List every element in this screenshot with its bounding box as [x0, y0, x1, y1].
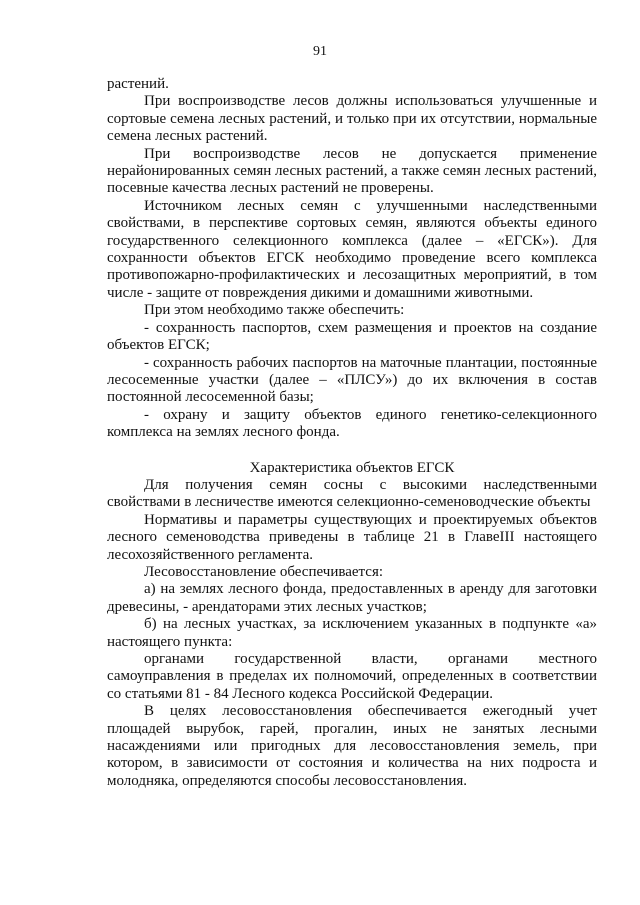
document-body	[107, 76, 597, 790]
paragraph-also-ensure: При этом необходимо также обеспечить:	[144, 302, 405, 319]
paragraph-pine-seeds: Для получения семян сосны с высокими наследственными свойствами в лесничестве имеются селекционно-семеноводческие объекты	[107, 476, 597, 511]
paragraph-annual-accounting: В целях лесовосстановления обеспечивается ежегодный учет площадей вырубок, гарей, прогалин, иных не занятых лесными насаждениями или пригодных для лесовосстановления земель, при котором, в зависимости от состояния и количества на них подроста и молодняка, определяются способы лесовосстановления.	[107, 703, 597, 789]
page-number: 91	[313, 44, 327, 59]
paragraph-reforestation-ensured: Лесовосстановление обеспечивается:	[144, 563, 384, 580]
list-item-a: а) на землях лесного фонда, предоставленных в аренду для заготовки древесины, - арендаторами этих лесных участков;	[107, 581, 597, 615]
paragraph-seeds-prohibition: При воспроизводстве лесов не допускается применение нерайонированных семян лесных растений, а также семян лесных растений, посевные качества лесных растений не проверены.	[107, 145, 597, 197]
paragraph-seeds-quality: При воспроизводстве лесов должны использоваться улучшенные и сортовые семена лесных растений, и только при их отсутствии, нормальные семена лесных растений.	[107, 93, 597, 145]
paragraph-norms: Нормативы и параметры существующих и проектируемых объектов лесного семеноводства приведены в таблице 21 в ГлавеIII настоящего лесохозяйственного регламента.	[107, 511, 597, 563]
paragraph-authorities: органами государственной власти, органами местного самоуправления в пределах их полномочий, определенных в соответствии со статьями 81 - 84 Лесного кодекса Российской Федерации.	[107, 651, 597, 702]
paragraph-egsk-source: Источником лесных семян с улучшенными наследственными свойствами, в перспективе сортовых семян, являются объекты единого государственного селекционного комплекса (далее – «ЕГСК»). Для сохранности объектов ЕГСК необходимо проведение всего комплекса противопожарно-профилактических и лесозащитных мероприятий, в том числе - защите от повреждения дикими и домашними животными.	[107, 197, 597, 301]
list-item-work-passports: - сохранность рабочих паспортов на маточные плантации, постоянные лесосеменные участки (далее – «ПЛСУ») до их включения в состав постоянной лесосеменной базы;	[107, 354, 597, 406]
list-item-passports: - сохранность паспортов, схем размещения и проектов на создание объектов ЕГСК;	[107, 319, 597, 354]
list-item-b: б) на лесных участках, за исключением указанных в подпункте «а» настоящего пункта:	[107, 616, 597, 650]
list-item-protection: - охрану и защиту объектов единого генетико-селекционного комплекса на землях лесного фонда.	[107, 406, 597, 441]
paragraph-continuation: растений.	[107, 76, 169, 92]
section-heading: Характеристика объектов ЕГСК	[249, 459, 455, 476]
